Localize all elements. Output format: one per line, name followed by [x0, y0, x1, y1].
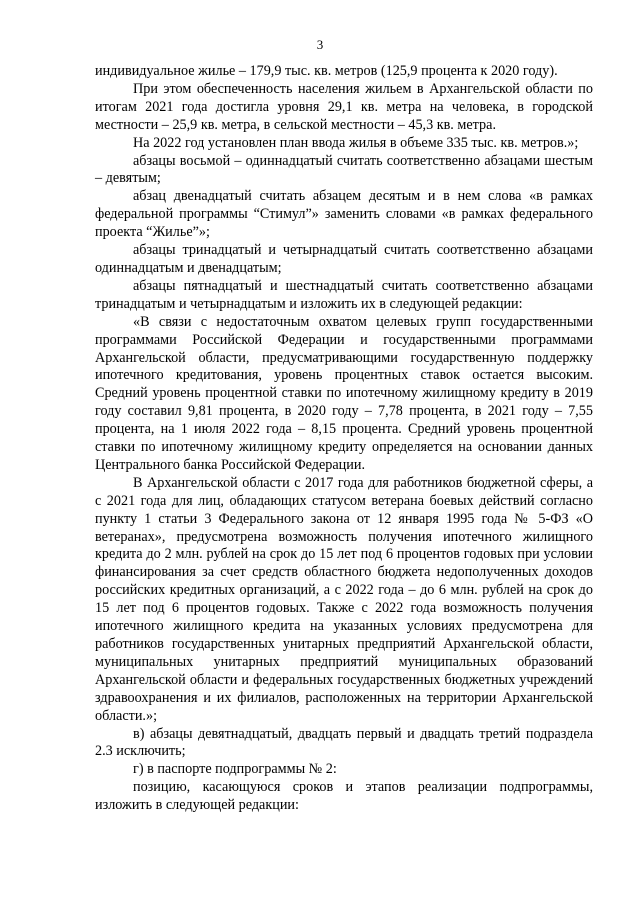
page-number: 3 — [316, 37, 324, 52]
paragraph-amendment-13-14: абзацы тринадцатый и четырнадцатый считать соответственно абзацами одиннадцатым и двенадцатым; — [95, 242, 593, 276]
paragraph-amendment-12: абзац двенадцатый считать абзацем десятым и в нем слова «в рамках федеральной программы “Стимул”» заменить словами «в рамках федерального проекта “Жилье”»; — [95, 188, 593, 241]
paragraph-housing-provision: При этом обеспеченность населения жильем в Архангельской области по итогам 2021 года достигла уровня 29,1 кв. метра на человека, в городской местности – 25,9 кв. метра, в сельской местности – 45,3 кв. метра. — [95, 80, 593, 133]
paragraph-amendment-8-11: абзацы восьмой – одиннадцатый считать соответственно абзацами шестым – девятым; — [95, 152, 593, 187]
paragraph-amendment-15-16: абзацы пятнадцатый и шестнадцатый считать соответственно абзацами тринадцатым и четырнадцатым и изложить их в следующей редакции: — [95, 277, 593, 312]
document-body — [95, 63, 593, 815]
paragraph-housing-individual: индивидуальное жилье – 179,9 тыс. кв. метров (125,9 процента к 2020 году). — [95, 63, 558, 79]
paragraph-mortgage-support: В Архангельской области с 2017 года для работников бюджетной сферы, а с 2021 года для лиц, обладающих статусом ветерана боевых действий согласно пункту 1 статьи 3 Федерального закона от 12 января 1995 года № 5-ФЗ «О ветеранах», предусмотрена возможность получения ипотечного жилищного кредита до 2 млн. рублей на срок до 15 лет под 6 процентов годовых при условии финансирования за счет средств областного бюджета недополученных доходов российских кредитных организаций, а с 2022 года – до 6 млн. рублей на срок до 15 лет под 6 процентов годовых. Также с 2022 года возможность получения ипотечного жилищного кредита на указанных условиях предусмотрена для работников государственных унитарных предприятий Архангельской области, муниципальных унитарных предприятий муниципальных образований Архангельской области и федеральных государственных бюджетных учреждений здравоохранения и их филиалов, расположенных на территории Архангельской области.»; — [95, 474, 593, 724]
paragraph-position-terms: позицию, касающуюся сроков и этапов реализации подпрограммы, изложить в следующей редакции: — [95, 779, 593, 814]
paragraph-item-v: в) абзацы девятнадцатый, двадцать первый и двадцать третий подраздела 2.3 исключить; — [95, 725, 593, 760]
paragraph-mortgage-rates: «В связи с недостаточным охватом целевых групп государственными программами Российской Федерации и государственными программами Архангельской области, предусматривающими государственную поддержку ипотечного кредитования, уровень процентных ставок остается высоким. Средний уровень процентной ставки по ипотечному жилищному кредиту в 2019 году составил 9,81 процента, в 2020 году – 7,78 процента, в 2021 году – 7,55 процента, на 1 июля 2022 года – 8,15 процента. Средний уровень процентной ставки по ипотечному жилищному кредиту определяется на основании данных Центрального банка Российской Федерации. — [95, 313, 593, 473]
paragraph-housing-plan-2022: На 2022 год установлен план ввода жилья в объеме 335 тыс. кв. метров.»; — [133, 134, 579, 151]
paragraph-item-g: г) в паспорте подпрограммы № 2: — [133, 761, 337, 778]
